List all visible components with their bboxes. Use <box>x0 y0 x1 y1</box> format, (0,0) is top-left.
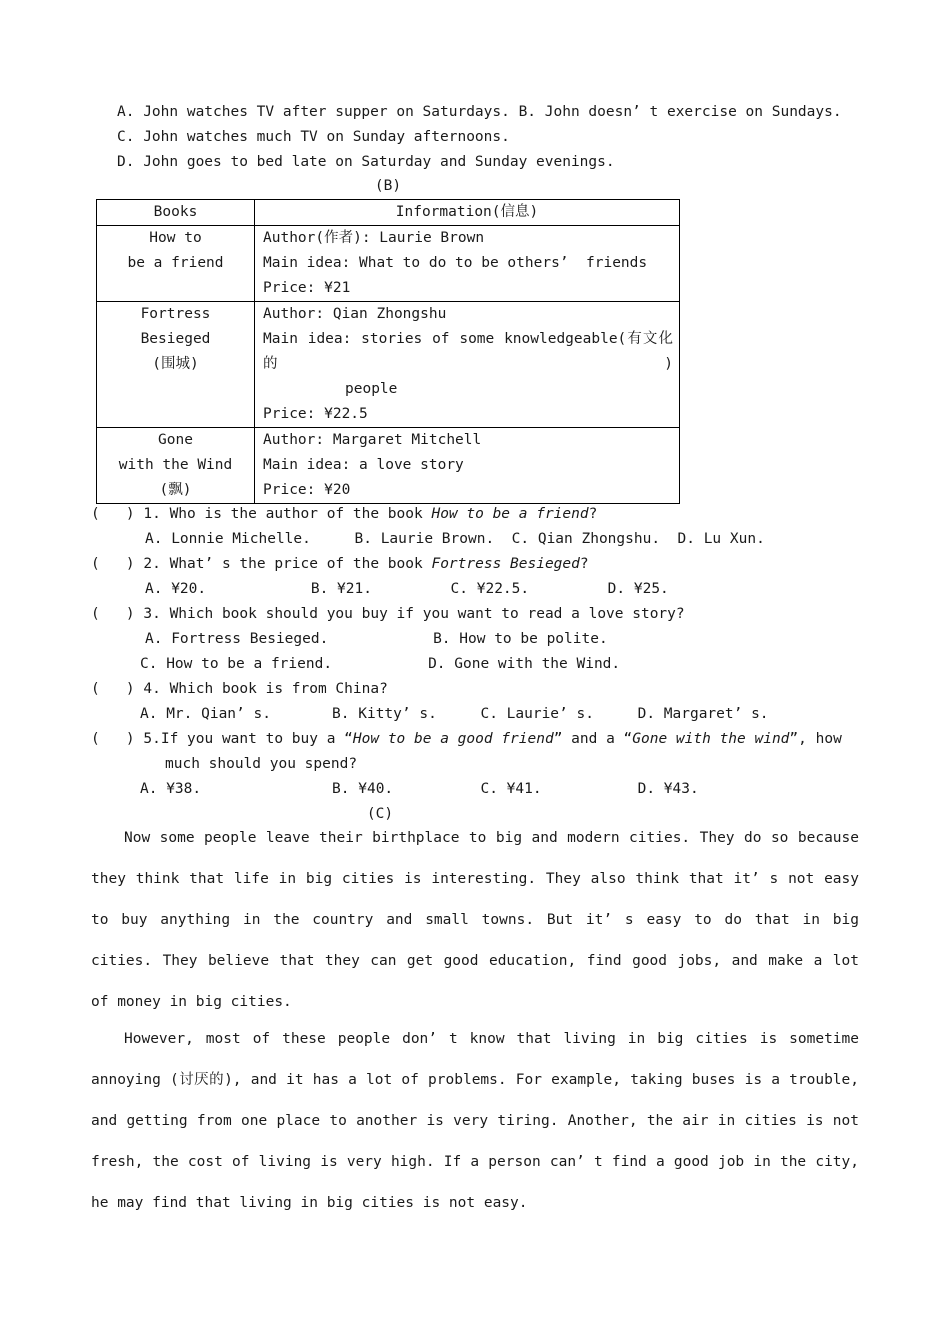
question-2-options: A. ¥20. B. ¥21. C. ¥22.5. D. ¥25. <box>145 581 669 597</box>
section-c-label: (C) <box>366 806 394 822</box>
question-3: ( ) 3. Which book should you buy if you want to read a love story? <box>91 606 685 622</box>
book-title-italic: Fortress Besieged <box>431 556 580 572</box>
book-info-cell <box>255 302 680 428</box>
book-info-cell <box>255 428 680 504</box>
book-title-line: with the Wind <box>118 457 233 473</box>
book-title-line: (飘) <box>159 482 192 498</box>
question-5-line-2: much should you spend? <box>165 756 358 772</box>
book-title-line: Fortress <box>140 306 211 322</box>
passage-paragraph-1: Now some people leave their birthplace to big and modern cities. They do so because they think that life in big cities is interesting. They also think that it’ s not easy to buy anything in the country and small towns. But it’ s easy to do that in big cities. They believe that they can get good education, find good jobs, and make a lot of money in big cities. <box>91 830 859 1010</box>
book-title-cell <box>97 302 255 428</box>
book-title-line: Gone <box>158 432 193 448</box>
book-title-line: How to <box>149 230 202 246</box>
book-info-table <box>96 199 680 504</box>
book-title-italic: How to be a good friend <box>352 731 554 747</box>
table-header-row <box>97 200 680 226</box>
option-line-d: D. John goes to bed late on Saturday and Sunday evenings. <box>117 154 615 170</box>
question-3-options-2: C. How to be a friend. D. Gone with the Wind. <box>140 656 621 672</box>
passage-paragraph-2: However, most of these people don’ t know that living in big cities is sometime annoying (讨厌的), and it has a lot of problems. For example, taking buses is a trouble, and getting from one place to another is very tiring. Another, the air in cities is not fresh, the cost of living is very high. If a person can’ t find a good job in the city, he may find that living in big cities is not easy. <box>91 1031 859 1211</box>
option-line-c: C. John watches much TV on Sunday afternoons. <box>117 129 510 145</box>
question-2: ( ) 2. What’ s the price of the book Fortress Besieged? <box>91 556 589 572</box>
question-4-options: A. Mr. Qian’ s. B. Kitty’ s. C. Laurie’ s. D. Margaret’ s. <box>140 706 769 722</box>
question-1: ( ) 1. Who is the author of the book How to be a friend? <box>91 506 598 522</box>
book-title-line: be a friend <box>127 255 224 271</box>
book-title-line: (围城) <box>152 356 199 372</box>
question-5-options: A. ¥38. B. ¥40. C. ¥41. D. ¥43. <box>140 781 699 797</box>
question-1-options: A. Lonnie Michelle. B. Laurie Brown. C. Qian Zhongshu. D. Lu Xun. <box>145 531 765 547</box>
book-price: Price: ¥21 <box>263 280 351 296</box>
table-row <box>97 302 680 428</box>
book-price: Price: ¥22.5 <box>263 406 368 422</box>
book-main-idea: Main idea: a love story <box>263 457 464 473</box>
book-title-italic: How to be a friend <box>431 506 589 522</box>
book-main-idea-cont: people <box>345 381 398 397</box>
book-info-cell <box>255 226 680 302</box>
header-information: Information(信息) <box>255 200 680 226</box>
book-author: Author(作者): Laurie Brown <box>263 230 485 246</box>
book-title-cell <box>97 428 255 504</box>
book-author: Author: Qian Zhongshu <box>263 306 447 322</box>
book-title-line: Besieged <box>140 331 211 347</box>
question-3-options-1: A. Fortress Besieged. B. How to be polite. <box>145 631 608 647</box>
header-books: Books <box>97 200 255 226</box>
table-row <box>97 428 680 504</box>
section-b-label: (B) <box>374 178 402 194</box>
book-title-italic: Gone with the wind <box>632 731 790 747</box>
book-author: Author: Margaret Mitchell <box>263 432 482 448</box>
option-line-a: A. John watches TV after supper on Saturdays. B. John doesn’ t exercise on Sundays. <box>117 104 842 120</box>
question-5: ( ) 5.If you want to buy a “How to be a good friend” and a “Gone with the wind”, how <box>91 731 842 747</box>
book-main-idea: Main idea: What to do to be others’ friends <box>263 255 648 271</box>
table-row <box>97 226 680 302</box>
book-title-cell <box>97 226 255 302</box>
book-price: Price: ¥20 <box>263 482 351 498</box>
book-main-idea: Main idea: stories of some knowledgeable(有文化的) <box>263 331 673 372</box>
question-4: ( ) 4. Which book is from China? <box>91 681 388 697</box>
